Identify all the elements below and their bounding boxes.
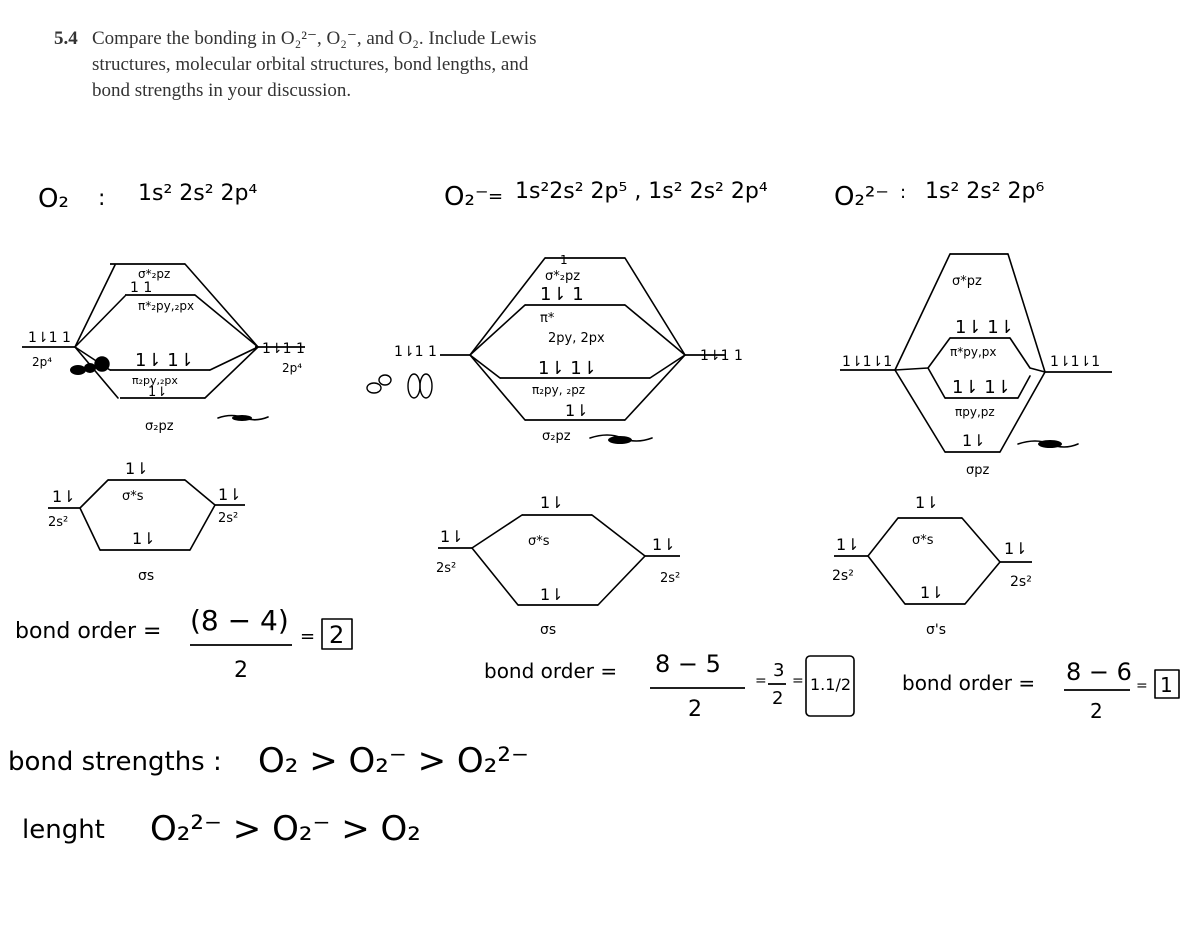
o2-bond-order: [15, 604, 352, 683]
o2-sig-s-e: 1⇂: [132, 529, 156, 548]
o2-2s-left-e: 1⇂: [52, 487, 76, 506]
bond-strengths-label: bond strengths :: [8, 747, 222, 777]
o2-bo-equals: =: [300, 626, 316, 647]
o2minus-sig-s-label: σs: [540, 622, 557, 638]
problem-line-1: Compare the bonding in O₂²⁻, O₂⁻, and O₂. Include Lewis: [92, 28, 537, 49]
o2minus-pi-star-label: π*: [540, 311, 555, 326]
o2dminus-pi-e: 1⇂ 1⇂: [952, 377, 1011, 398]
problem-number: 5.4: [54, 28, 78, 49]
o2minus-right-e: 1⇂1 1: [700, 348, 743, 364]
o2-mo-2s-diagram: [48, 459, 245, 584]
o2minus-bo-frac-num: 3: [773, 660, 785, 681]
o2-2p-left-e: 1⇂1 1: [28, 330, 71, 346]
problem-line-2: structures, molecular orbital structures, bond lengths, and: [92, 54, 529, 75]
summary: [8, 741, 529, 849]
o2dminus-bo-numerator: 8 − 6: [1066, 658, 1132, 686]
o2minus-bond-order-label: bond order =: [484, 659, 618, 683]
o2dminus-right-e: 1⇂1⇂1: [1050, 354, 1101, 370]
o2-config: 1s² 2s² 2p⁴: [138, 181, 258, 206]
o2-2p4-left: 2p⁴: [32, 355, 53, 369]
o2-mo-2p-diagram: [22, 264, 305, 434]
o2dminus-sig-s-star-e: 1⇂: [915, 493, 939, 512]
o2dminus-2s-right-e: 1⇂: [1004, 539, 1028, 558]
o2-pi-star-e: 1 1: [130, 280, 153, 296]
o2dminus-2s-left: 2s²: [832, 568, 854, 584]
o2minus-bo-eq2: =: [792, 673, 804, 689]
o2dminus-pi-label: πpy,pz: [955, 405, 995, 419]
o2dminus-2s-right: 2s²: [1010, 574, 1032, 590]
o2dminus-left-e: 1⇂1⇂1: [842, 354, 893, 370]
o2minus-bo-result: 1.1/2: [810, 675, 852, 694]
o2minus-section: [367, 179, 854, 722]
o2-colon: :: [98, 186, 106, 211]
o2-2s-left: 2s²: [48, 515, 69, 530]
o2dminus-colon: :: [900, 182, 907, 203]
o2minus-bo-eq1: =: [755, 673, 767, 689]
o2minus-2s-left: 2s²: [436, 561, 457, 576]
o2-sig-s-star-label: σ*s: [122, 489, 144, 504]
o2-sig-s-label: σs: [138, 568, 155, 584]
o2-bond-order-label: bond order =: [15, 619, 162, 644]
o2minus-2s-right: 2s²: [660, 571, 681, 586]
o2-bo-numerator: (8 − 4): [190, 604, 289, 637]
bond-length-expression: O₂²⁻ > O₂⁻ > O₂: [150, 809, 421, 849]
bond-strengths-expression: O₂ > O₂⁻ > O₂²⁻: [258, 741, 529, 781]
o2minus-mo-2s-diagram: [436, 493, 680, 638]
o2minus-sig-s-star-e: 1⇂: [540, 493, 564, 512]
o2dminus-sig2pz-e: 1⇂: [962, 431, 986, 450]
o2dminus-sig-s-star-label: σ*s: [912, 533, 934, 548]
o2dminus-bond-order: [902, 658, 1179, 723]
o2minus-2s-left-e: 1⇂: [440, 527, 464, 546]
o2-2p4-right: 2p⁴: [282, 361, 303, 375]
o2-bo-denominator: 2: [234, 658, 248, 683]
o2-2s-right: 2s²: [218, 511, 239, 526]
o2dminus-label: O₂²⁻: [834, 182, 890, 212]
o2-2s-right-e: 1⇂: [218, 485, 242, 504]
o2-sig2pz-star-label: σ*₂pz: [138, 267, 171, 281]
o2-label: O₂: [38, 184, 69, 214]
o2minus-sig2pz-star-label: σ*₂pz: [545, 269, 581, 284]
o2dminus-mo-2s-diagram: [832, 493, 1032, 638]
o2dminus-sig2pz-star-label: σ*pz: [952, 274, 982, 289]
o2dminus-2s-left-e: 1⇂: [836, 535, 860, 554]
o2-bo-result: 2: [329, 621, 345, 649]
o2minus-left-e: 1⇂1 1: [394, 344, 437, 360]
o2dminus-sig-s-label: σ's: [926, 622, 947, 638]
o2minus-pi-e: 1⇂ 1⇂: [538, 358, 597, 379]
o2minus-bo-denominator: 2: [688, 697, 702, 722]
o2dminus-pi-star-label: π*py,px: [950, 345, 997, 359]
o2dminus-pi-star-e: 1⇂ 1⇂: [955, 317, 1014, 338]
o2-sig-s-star-e: 1⇂: [125, 459, 149, 478]
o2minus-label: O₂⁻: [444, 182, 489, 212]
o2minus-sig2pz-label: σ₂pz: [542, 429, 571, 444]
o2minus-pi-label: π₂py, ₂pz: [532, 383, 586, 397]
o2minus-bo-frac-den: 2: [772, 688, 784, 709]
o2minus-bo-numerator: 8 − 5: [655, 650, 721, 678]
o2minus-config: 1s²2s² 2p⁵ , 1s² 2s² 2p⁴: [515, 179, 768, 204]
o2dminus-section: [832, 179, 1179, 723]
o2-pi-e: 1⇂ 1⇂: [135, 350, 194, 371]
o2dminus-bo-denominator: 2: [1090, 699, 1103, 723]
o2minus-colon: =: [488, 186, 504, 207]
o2minus-mo-2p-diagram: [367, 253, 743, 444]
o2minus-pi-star-e: 1⇂ 1: [540, 284, 584, 305]
o2minus-2s-right-e: 1⇂: [652, 535, 676, 554]
o2dminus-bo-result: 1: [1160, 673, 1173, 697]
o2-pi-star-label: π*₂py,₂px: [138, 299, 195, 313]
o2minus-bond-order: [484, 650, 854, 722]
o2dminus-sig2pz-label: σpz: [966, 463, 990, 478]
o2-sig2pz-label: σ₂pz: [145, 419, 174, 434]
o2-2p-right-e: 1⇂1 1: [262, 341, 305, 357]
o2dminus-mo-2p-diagram: [840, 254, 1112, 478]
bond-length-label: lenght: [22, 815, 105, 845]
problem-line-3: bond strengths in your discussion.: [92, 80, 352, 101]
o2dminus-sig-s-e: 1⇂: [920, 583, 944, 602]
o2minus-sig2pz-e: 1⇂: [565, 401, 589, 420]
o2-section: [15, 181, 352, 683]
o2minus-sig2pz-star-e: 1: [560, 253, 568, 267]
o2minus-sig-s-star-label: σ*s: [528, 534, 550, 549]
o2dminus-bond-order-label: bond order =: [902, 671, 1036, 695]
o2-pi-label: π₂py,₂px: [132, 374, 178, 387]
o2minus-sig-s-e: 1⇂: [540, 585, 564, 604]
o2-sig2pz-e: 1⇂: [148, 385, 168, 400]
o2minus-pi-star-sub: 2py, 2px: [548, 331, 605, 346]
o2dminus-bo-equals: =: [1136, 678, 1148, 694]
o2dminus-config: 1s² 2s² 2p⁶: [925, 179, 1045, 204]
